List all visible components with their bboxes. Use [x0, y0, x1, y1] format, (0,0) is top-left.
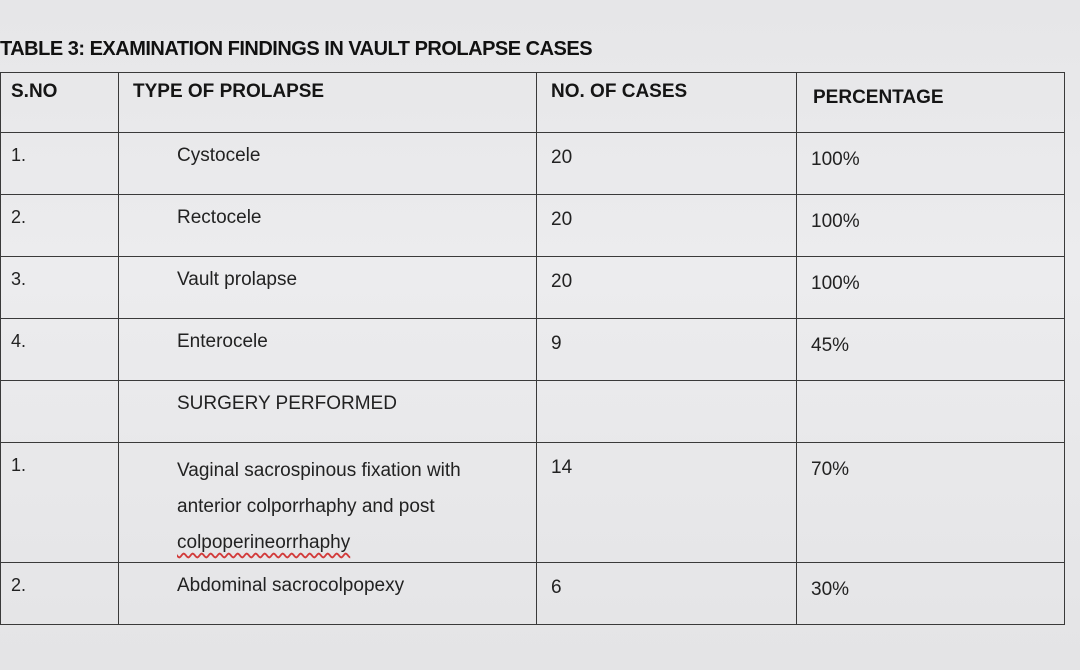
cell-sno: 4. [1, 319, 119, 381]
cell-percentage: 100% [797, 257, 1065, 319]
cell-empty [1, 381, 119, 443]
cell-cases: 20 [537, 195, 797, 257]
cell-sno: 2. [1, 563, 119, 625]
cell-sno: 3. [1, 257, 119, 319]
cell-sno: 1. [1, 133, 119, 195]
cell-type: Enterocele [119, 319, 537, 381]
cell-empty [797, 381, 1065, 443]
cell-type: Vault prolapse [119, 257, 537, 319]
cell-percentage: 100% [797, 195, 1065, 257]
table-row [1, 195, 1065, 257]
table-row [1, 319, 1065, 381]
cell-sno: 1. [1, 443, 119, 563]
table-row [1, 133, 1065, 195]
section-heading: SURGERY PERFORMED [119, 381, 537, 443]
header-sno: S.NO [1, 73, 119, 133]
cell-type-text: Vaginal sacrospinous fixation with anterior colporrhaphy and post [177, 460, 461, 517]
header-percentage: PERCENTAGE [797, 73, 1065, 133]
cell-percentage: 30% [797, 563, 1065, 625]
cell-cases: 6 [537, 563, 797, 625]
cell-percentage: 100% [797, 133, 1065, 195]
cell-type: Cystocele [119, 133, 537, 195]
cell-type: Rectocele [119, 195, 537, 257]
cell-sno: 2. [1, 195, 119, 257]
header-cases: NO. OF CASES [537, 73, 797, 133]
table-caption: TABLE 3: EXAMINATION FINDINGS IN VAULT PROLAPSE CASES [0, 38, 593, 60]
cell-type [119, 443, 537, 563]
table-row [1, 257, 1065, 319]
header-row [1, 73, 1065, 133]
section-row-surgery [1, 381, 1065, 443]
header-type: TYPE OF PROLAPSE [119, 73, 537, 133]
table-row [1, 443, 1065, 563]
cell-type: Abdominal sacrocolpopexy [119, 563, 537, 625]
cell-percentage: 45% [797, 319, 1065, 381]
cell-cases: 20 [537, 257, 797, 319]
cell-cases: 9 [537, 319, 797, 381]
cell-cases: 14 [537, 443, 797, 563]
cell-cases: 20 [537, 133, 797, 195]
findings-table [0, 72, 1065, 625]
cell-empty [537, 381, 797, 443]
cell-percentage: 70% [797, 443, 1065, 563]
table-row [1, 563, 1065, 625]
spellcheck-flagged-word: colpoperineorrhaphy [177, 532, 351, 553]
